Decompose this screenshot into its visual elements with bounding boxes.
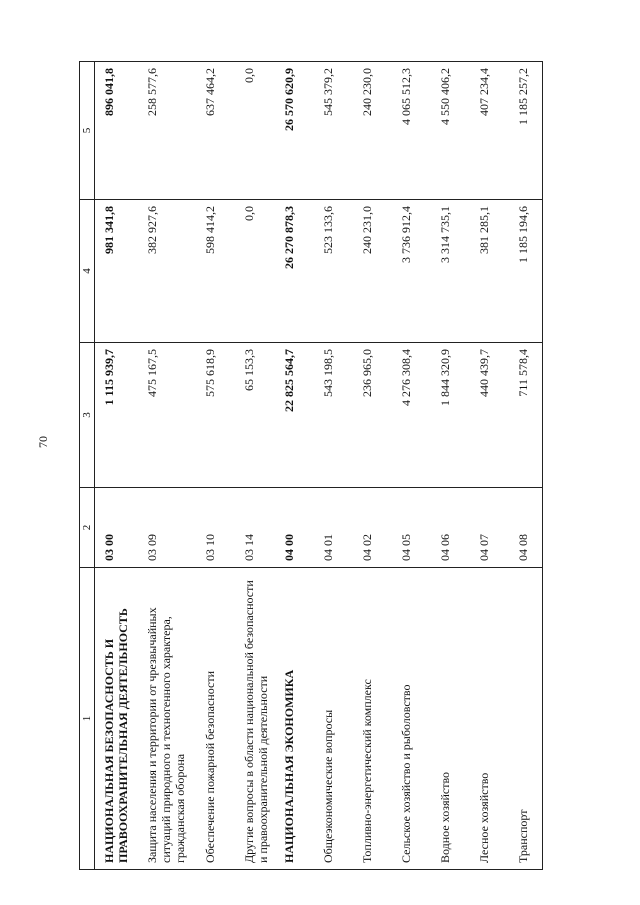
table-row [509, 62, 543, 870]
row-value-col3: 4 276 308,4 [392, 343, 431, 488]
table-row [470, 62, 509, 870]
row-value-col4: 981 341,8 [95, 200, 138, 343]
row-value-col5: 4 065 512,3 [392, 62, 431, 200]
row-code: 03 00 [95, 488, 138, 568]
row-value-col5: 407 234,4 [470, 62, 509, 200]
row-value-col3: 711 578,4 [509, 343, 543, 488]
row-value-col3: 1 115 939,7 [95, 343, 138, 488]
row-value-col4: 3 314 735,1 [431, 200, 470, 343]
table-row [314, 62, 353, 870]
column-header-5: 5 [80, 62, 95, 200]
column-header-4: 4 [80, 200, 95, 343]
row-value-col4: 1 185 194,6 [509, 200, 543, 343]
row-value-col4: 240 231,0 [353, 200, 392, 343]
row-code: 04 02 [353, 488, 392, 568]
column-header-3: 3 [80, 343, 95, 488]
table-row [235, 62, 275, 870]
row-name: Транспорт [509, 568, 543, 870]
row-code: 04 00 [275, 488, 314, 568]
row-value-col4: 381 285,1 [470, 200, 509, 343]
row-name: Общеэкономические вопросы [314, 568, 353, 870]
row-value-col3: 22 825 564,7 [275, 343, 314, 488]
column-header-1: 1 [80, 568, 95, 870]
table-row [196, 62, 235, 870]
table-header-row [80, 62, 95, 870]
row-code: 04 06 [431, 488, 470, 568]
table-row [95, 62, 138, 870]
row-value-col5: 0,0 [235, 62, 275, 200]
row-value-col3: 440 439,7 [470, 343, 509, 488]
row-value-col3: 575 618,9 [196, 343, 235, 488]
row-code: 03 09 [138, 488, 196, 568]
row-value-col4: 3 736 912,4 [392, 200, 431, 343]
row-name: Сельское хозяйство и рыболовство [392, 568, 431, 870]
row-value-col5: 1 185 257,2 [509, 62, 543, 200]
table-row [392, 62, 431, 870]
row-value-col4: 598 414,2 [196, 200, 235, 343]
row-code: 03 14 [235, 488, 275, 568]
row-name: Другие вопросы в области национальной безопасности и правоохранительной деятельности [235, 568, 275, 870]
row-name: НАЦИОНАЛЬНАЯ ЭКОНОМИКА [275, 568, 314, 870]
row-code: 04 01 [314, 488, 353, 568]
row-name: Обеспечение пожарной безопасности [196, 568, 235, 870]
row-value-col3: 65 153,3 [235, 343, 275, 488]
row-code: 04 05 [392, 488, 431, 568]
row-value-col5: 258 577,6 [138, 62, 196, 200]
row-name: НАЦИОНАЛЬНАЯ БЕЗОПАСНОСТЬ И ПРАВООХРАНИТЕЛЬНАЯ ДЕЯТЕЛЬНОСТЬ [95, 568, 138, 870]
row-value-col3: 1 844 320,9 [431, 343, 470, 488]
row-value-col5: 26 570 620,9 [275, 62, 314, 200]
table-row [431, 62, 470, 870]
row-value-col3: 543 198,5 [314, 343, 353, 488]
row-name: Лесное хозяйство [470, 568, 509, 870]
row-value-col5: 4 550 406,2 [431, 62, 470, 200]
row-code: 04 08 [509, 488, 543, 568]
row-name: Водное хозяйство [431, 568, 470, 870]
row-value-col5: 637 464,2 [196, 62, 235, 200]
row-value-col5: 240 230,0 [353, 62, 392, 200]
row-value-col3: 475 167,5 [138, 343, 196, 488]
page-number: 70 [36, 436, 50, 448]
budget-table [79, 61, 543, 870]
row-value-col4: 382 927,6 [138, 200, 196, 343]
row-code: 03 10 [196, 488, 235, 568]
row-value-col5: 545 379,2 [314, 62, 353, 200]
row-name: Защита населения и территории от чрезвычайных ситуаций природного и техногенного характера, гражданская оборона [138, 568, 196, 870]
column-header-2: 2 [80, 488, 95, 568]
row-name: Топливно-энергетический комплекс [353, 568, 392, 870]
row-value-col3: 236 965,0 [353, 343, 392, 488]
table-row [353, 62, 392, 870]
row-value-col4: 26 270 878,3 [275, 200, 314, 343]
table-row [275, 62, 314, 870]
row-value-col5: 896 041,8 [95, 62, 138, 200]
row-code: 04 07 [470, 488, 509, 568]
table-row [138, 62, 196, 870]
row-value-col4: 0,0 [235, 200, 275, 343]
row-value-col4: 523 133,6 [314, 200, 353, 343]
